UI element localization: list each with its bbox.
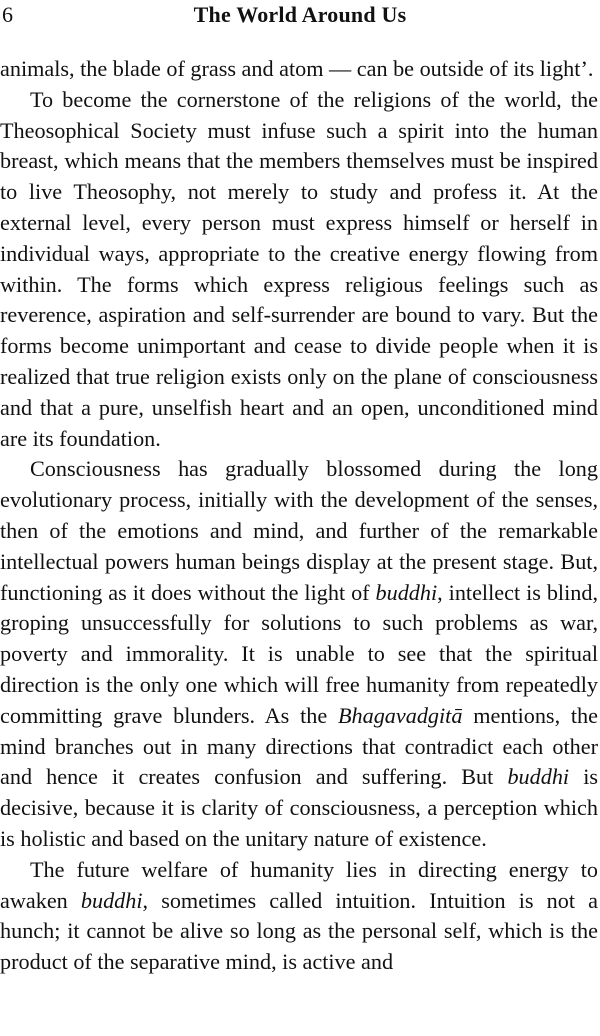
italic-term-bhagavadgita: Bhagavadgitā bbox=[337, 702, 463, 728]
text-segment: mentions, the mind branches out in many directions that contradict each other and hence it creates confusion and suffering. But bbox=[0, 702, 598, 790]
text-segment: is decisive, because it is clarity of consciousness, a perception which is holistic and based on the unitary nature of existence. bbox=[0, 764, 598, 851]
running-title: The World Around Us bbox=[193, 2, 407, 27]
running-head bbox=[0, 0, 600, 32]
page-number: 6 bbox=[2, 2, 13, 27]
paragraph-3 bbox=[0, 454, 598, 854]
text-segment: Consciousness has gradually blossomed during the long evolutionary process, initially with the development of the senses, then of the emotions and mind, and further of the remarkable intellectual powers human beings display at the present stage. But, functioning as it does without the light of bbox=[0, 456, 598, 605]
text-segment: , intellect is blind, groping unsuccessfully for solutions to such problems as war, poverty and immorality. It is unable to see that the spiritual direction is the only one which will free humanity from repeatedly committing grave blunders. As the bbox=[0, 579, 598, 728]
text-segment: The future welfare of humanity lies in directing energy to awaken bbox=[0, 856, 598, 913]
italic-term-buddhi: buddhi bbox=[375, 579, 438, 605]
paragraph-2 bbox=[0, 85, 598, 455]
body-text bbox=[0, 54, 598, 978]
paragraph-4 bbox=[0, 855, 598, 978]
italic-term-buddhi: buddhi bbox=[80, 887, 143, 913]
text-segment: , sometimes called intuition. Intuition is not a hunch; it cannot be alive so long as the personal self, which is the product of the separative mind, is active and bbox=[0, 887, 598, 975]
paragraph-1 bbox=[0, 54, 598, 85]
italic-term-buddhi: buddhi bbox=[507, 764, 570, 790]
text-segment: To become the cornerstone of the religions of the world, the Theosophical Society must infuse such a spirit into the human breast, which means that the members themselves must be inspired to live Theosophy, not merely to study and profess it. At the external level, every person must express himself or herself in individual ways, appropriate to the creative energy flowing from within. The forms which express religious feelings such as reverence, aspiration and self-surrender are bound to vary. But the forms become unimportant and cease to divide people when it is realized that true religion exists only on the plane of consciousness and that a pure, unselfish heart and an open, unconditioned mind are its foundation. bbox=[0, 86, 598, 451]
text-segment: animals, the blade of grass and atom — can be outside of its light’. bbox=[0, 56, 594, 81]
